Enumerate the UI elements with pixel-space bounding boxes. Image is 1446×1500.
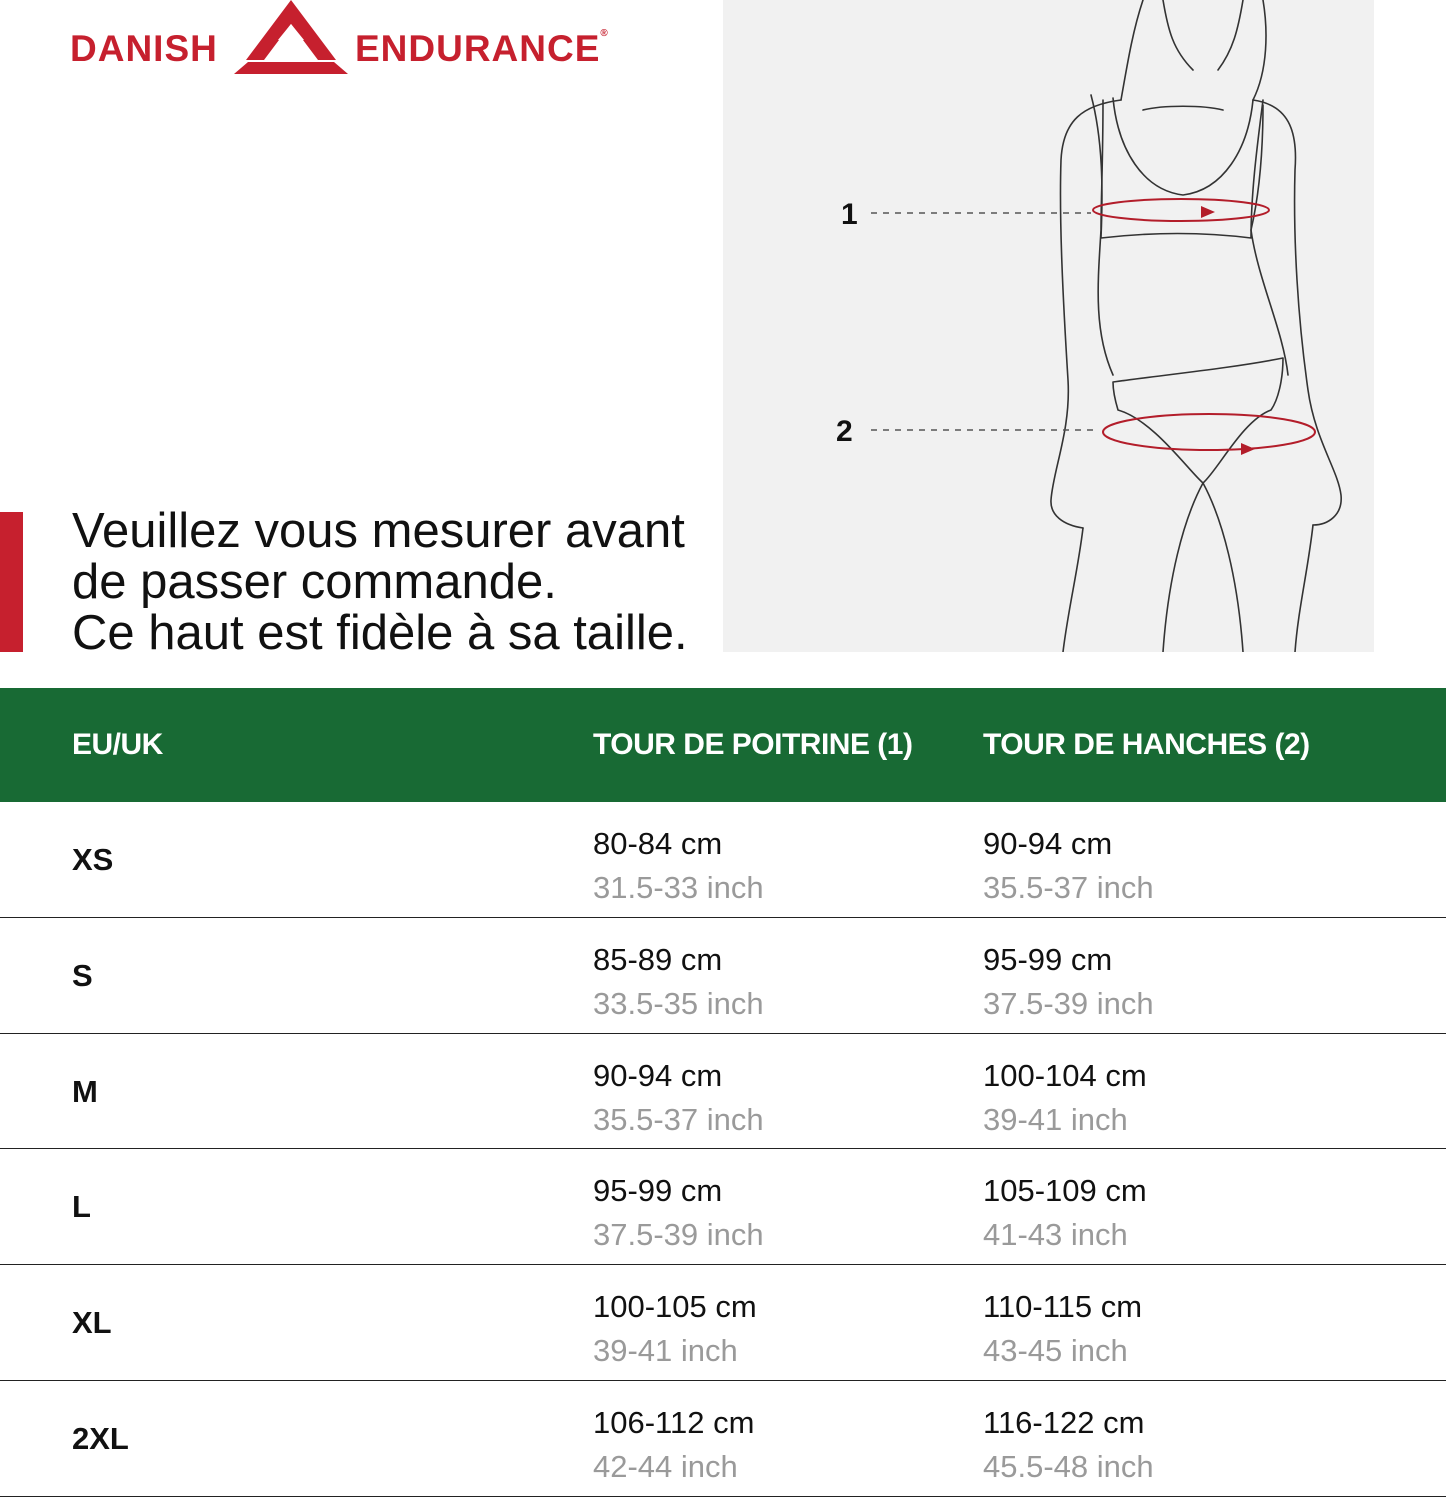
header-hips: TOUR DE HANCHES (2): [983, 728, 1310, 761]
chest-inch: 33.5-35 inch: [593, 985, 764, 1021]
hips-inch: 45.5-48 inch: [983, 1448, 1154, 1484]
header-chest: TOUR DE POITRINE (1): [593, 728, 913, 761]
table-row: [0, 1034, 1446, 1150]
row-size: S: [72, 957, 93, 993]
table-row: [0, 1149, 1446, 1265]
chest-inch: 39-41 inch: [593, 1333, 738, 1369]
chest-cell: [593, 938, 764, 1026]
row-size: M: [72, 1073, 98, 1109]
table-row: [0, 802, 1446, 918]
headline-line-2: de passer commande.: [72, 555, 557, 609]
chest-cm: 100-105 cm: [593, 1289, 757, 1325]
chest-inch: 37.5-39 inch: [593, 1217, 764, 1253]
headline-line-1: Veuillez vous mesurer avant: [72, 504, 685, 558]
chest-cell: [593, 1169, 764, 1257]
hips-cell: [983, 1401, 1154, 1489]
brand-word-right-text: ENDURANCE: [355, 28, 601, 69]
row-size: 2XL: [72, 1420, 129, 1456]
chest-cm: 80-84 cm: [593, 826, 723, 861]
body-measurement-figure: [723, 0, 1374, 652]
chest-cell: [593, 1285, 757, 1373]
hips-cm: 100-104 cm: [983, 1057, 1147, 1093]
hips-inch: 39-41 inch: [983, 1101, 1128, 1137]
chest-cell: [593, 822, 764, 910]
hips-cell: [983, 1054, 1147, 1142]
female-body-outline-icon: [723, 0, 1374, 652]
table-row: [0, 1265, 1446, 1381]
hips-cm: 116-122 cm: [983, 1404, 1145, 1440]
chest-cm: 85-89 cm: [593, 941, 723, 977]
hips-cm: 90-94 cm: [983, 826, 1113, 861]
header-size: EU/UK: [72, 728, 163, 761]
chest-cm: 95-99 cm: [593, 1173, 723, 1209]
headline: [72, 506, 722, 659]
headline-line-3: Ce haut est fidèle à sa taille.: [72, 606, 688, 660]
chest-cm: 106-112 cm: [593, 1404, 755, 1440]
chest-cm: 90-94 cm: [593, 1057, 723, 1093]
chest-inch: 35.5-37 inch: [593, 1101, 764, 1137]
hips-cell: [983, 822, 1154, 910]
hips-cell: [983, 1169, 1147, 1257]
marker-2: 2: [836, 415, 853, 448]
size-table-header: [0, 688, 1446, 802]
hips-cm: 95-99 cm: [983, 941, 1113, 977]
accent-bar: [0, 512, 23, 652]
table-row: [0, 1381, 1446, 1497]
row-size: XS: [72, 842, 114, 877]
mountain-triangle-logo-icon: [234, 0, 348, 74]
table-row: [0, 918, 1446, 1034]
marker-1: 1: [841, 198, 858, 231]
brand-word-right: [355, 28, 609, 70]
hips-cell: [983, 938, 1154, 1026]
chest-inch: 42-44 inch: [593, 1448, 738, 1484]
row-size: XL: [72, 1305, 112, 1341]
hips-cell: [983, 1285, 1142, 1373]
hips-cm: 110-115 cm: [983, 1289, 1143, 1325]
row-size: L: [72, 1189, 91, 1225]
registered-mark: ®: [600, 28, 609, 39]
size-table-body: [0, 802, 1446, 1497]
chest-cell: [593, 1401, 754, 1489]
hips-inch: 35.5-37 inch: [983, 870, 1154, 905]
chest-cell: [593, 1054, 764, 1142]
hips-inch: 41-43 inch: [983, 1217, 1128, 1253]
brand-logo: [70, 0, 630, 80]
chest-inch: 31.5-33 inch: [593, 870, 764, 905]
hips-inch: 43-45 inch: [983, 1333, 1128, 1369]
hips-cm: 105-109 cm: [983, 1173, 1147, 1209]
brand-word-left: DANISH: [70, 28, 218, 69]
hips-inch: 37.5-39 inch: [983, 985, 1154, 1021]
